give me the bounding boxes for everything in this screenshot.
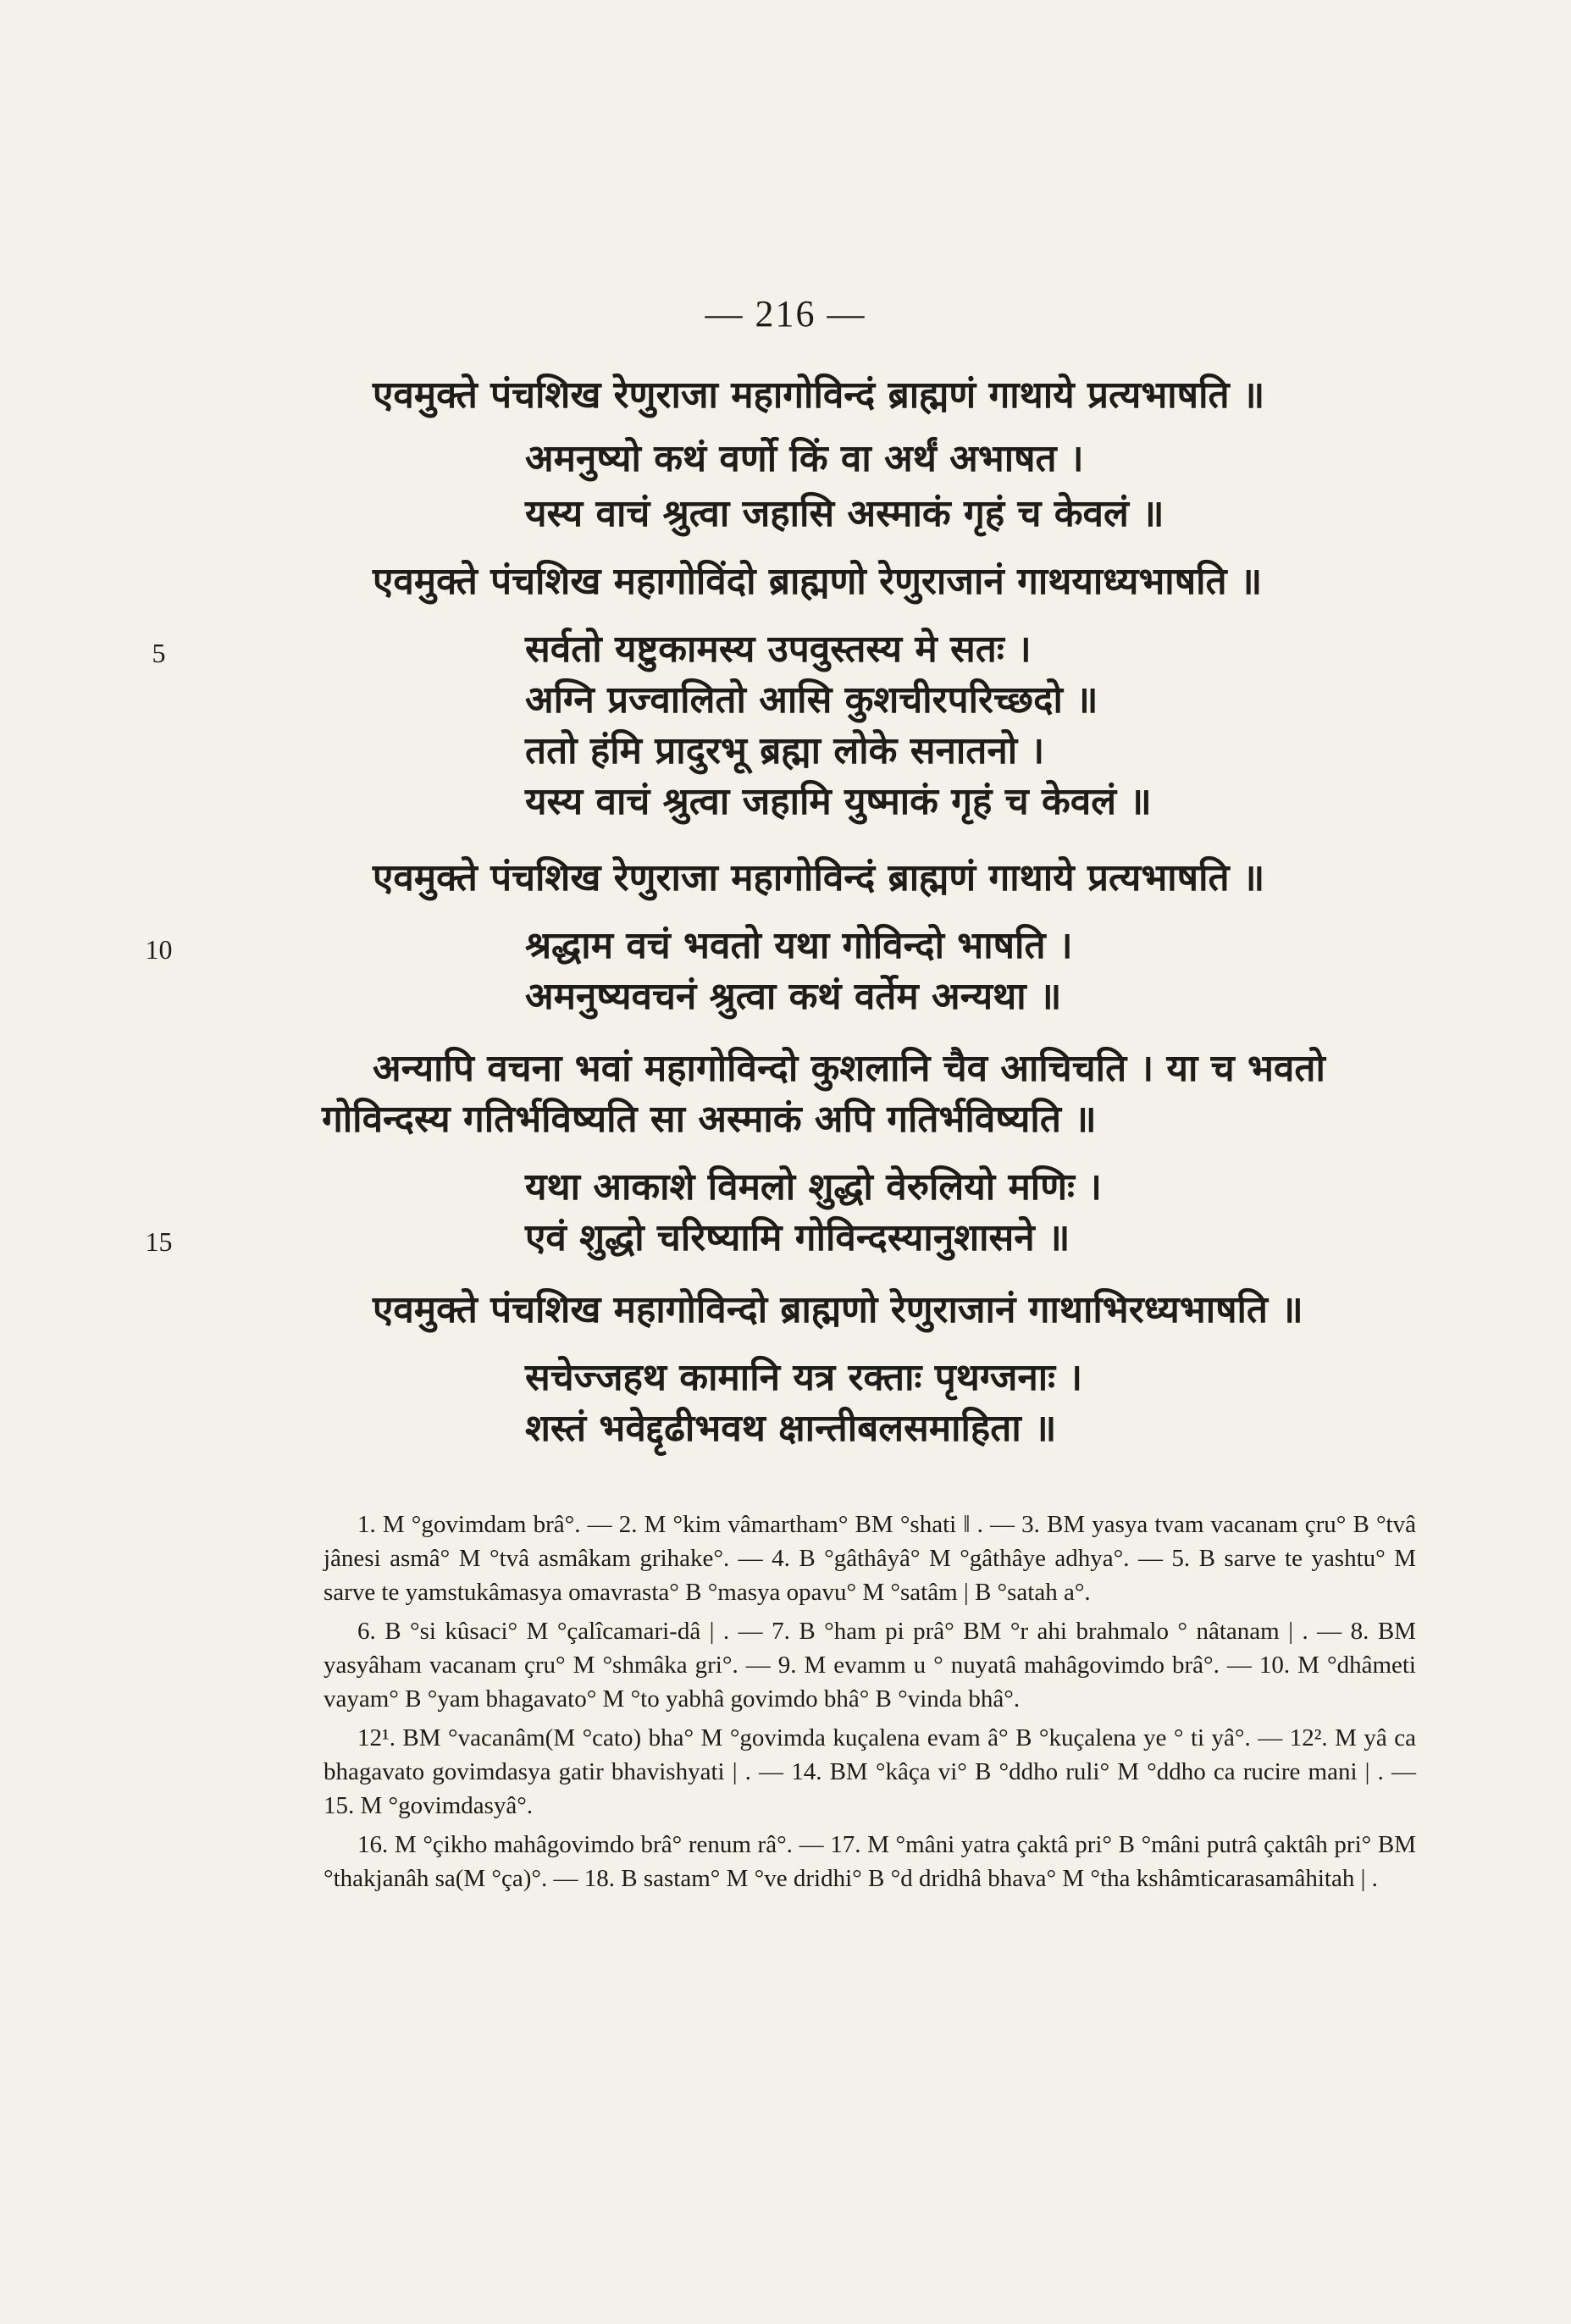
text-line-8: यस्य वाचं श्रुत्वा जहामि युष्माकं गृहं च केवलं ॥	[525, 780, 1152, 823]
text-line-6: अग्नि प्रज्वालितो आसि कुशचीरपरिच्छदो ॥	[525, 678, 1098, 722]
text-line-2: अमनुष्यो कथं वर्णो किं वा अर्थं अभाषत ।	[525, 437, 1084, 480]
page-number: — 216 —	[705, 293, 866, 335]
line-number-10: 10	[145, 934, 173, 965]
text-line-7: ततो हंमि प्रादुरभू ब्रह्मा लोके सनातनो ।	[525, 729, 1045, 772]
text-line-9: एवमुक्ते पंचशिख रेणुराजा महागोविन्दं ब्राह्मणं गाथाये प्रत्यभाषति ॥	[373, 856, 1265, 899]
text-line-11: अमनुष्यवचनं श्रुत्वा कथं वर्तेम अन्यथा ॥	[525, 975, 1062, 1018]
text-line-10: श्रद्धाम वचं भवतो यथा गोविन्दो भाषति ।	[525, 924, 1073, 967]
text-line-17: सचेज्जहथ कामानि यत्र रक्ताः पृथग्जनाः ।	[525, 1356, 1083, 1399]
text-line-18: शस्तं भवेद्दृढीभवथ क्षान्तीबलसमाहिता ॥	[525, 1407, 1057, 1450]
line-number-5: 5	[152, 638, 166, 668]
text-line-3: यस्य वाचं श्रुत्वा जहासि अस्माकं गृहं च केवलं ॥	[525, 492, 1164, 535]
text-line-12: अन्यापि वचना भवां महागोविन्दो कुशलानि चैव आचिचति । या च भवतो	[373, 1047, 1325, 1090]
text-line-14: यथा आकाशे विमलो शुद्धो वेरुलियो मणिः ।	[525, 1165, 1102, 1209]
footnotes	[324, 1508, 1416, 1901]
footnote-paragraph-3: 12¹. BM °vacanâm(M °cato) bha° M °govimda kuçalena evam â° B °kuçalena ye ° ti yâ°. — 12². M yâ ca bhagavato govimdasya gatir bhavishyati | . — 14. BM °kâça vi° B °ddho ruli° M °ddho ca rucire mani | . — 15. M °govimdasyâ°.	[324, 1724, 1416, 1819]
text-line-16: एवमुक्ते पंचशिख महागोविन्दो ब्राह्मणो रेणुराजानं गाथाभिरध्यभाषति ॥	[373, 1288, 1303, 1331]
text-line-13: गोविन्दस्य गतिर्भविष्यति सा अस्माकं अपि गतिर्भविष्यति ॥	[322, 1098, 1097, 1141]
text-line-5: सर्वतो यष्टुकामस्य उपवुस्तस्य मे सतः ।	[525, 628, 1032, 671]
line-number-15: 15	[145, 1226, 173, 1257]
footnote-paragraph-2: 6. B °si kûsaci° M °çalîcamari-dâ | . — 7. B °ham pi prâ° BM °r ahi brahmalo ° nâtanam | . — 8. BM yasyâham vacanam çru° M °shmâka gri°. — 9. M evamm u ° nuyatâ mahâgovimdo brâ°. — 10. M °dhâmeti vayam° B °yam bhagavato° M °to yabhâ govimdo bhâ° B °vinda bhâ°.	[324, 1618, 1416, 1713]
text-line-1: एवमुक्ते पंचशिख रेणुराजा महागोविन्दं ब्राह्मणं गाथाये प्रत्यभाषति ॥	[373, 374, 1265, 417]
text-line-4: एवमुक्ते पंचशिख महागोविंदो ब्राह्मणो रेणुराजानं गाथयाध्यभाषति ॥	[373, 560, 1263, 603]
footnote-paragraph-1: 1. M °govimdam brâ°. — 2. M °kim vâmartham° BM °shati ‖ . — 3. BM yasya tvam vacanam çru° B °tvâ jânesi asmâ° M °tvâ asmâkam grihake°. — 4. B °gâthâyâ° M °gâthâye adhya°. — 5. B sarve te yashtu° M sarve te yamstukâmasya omavrasta° B °masya opavu° M °satâm | B °satah a°.	[324, 1511, 1416, 1606]
text-line-15: एवं शुद्धो चरिष्यामि गोविन्दस्यानुशासने ॥	[525, 1216, 1070, 1259]
footnote-paragraph-4: 16. M °çikho mahâgovimdo brâ° renum râ°. — 17. M °mâni yatra çaktâ pri° B °mâni putrâ çaktâh pri° BM °thakjanâh sa(M °ça)°. — 18. B sastam° M °ve dridhi° B °d dridhâ bhava° M °tha kshâmticarasamâhitah | .	[324, 1831, 1416, 1892]
